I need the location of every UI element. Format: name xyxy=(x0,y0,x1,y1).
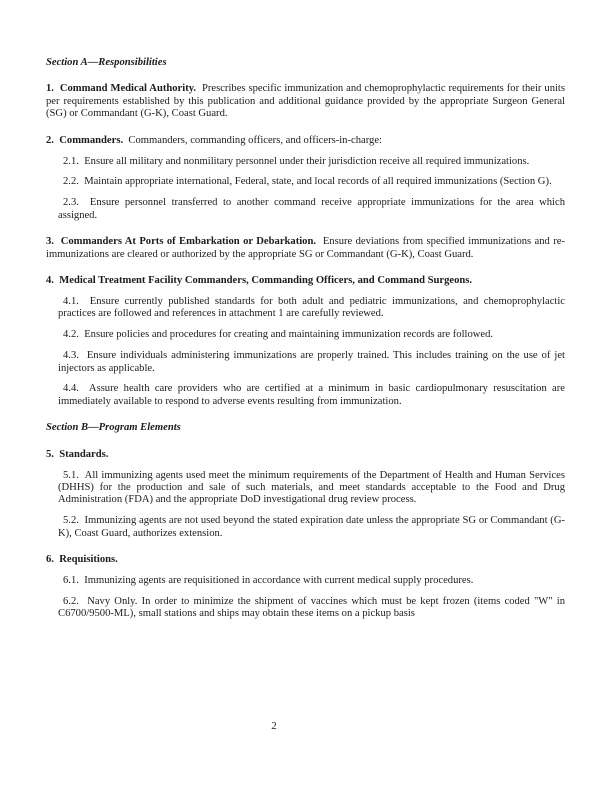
sub-item-4-4: 4.4. Assure health care providers who are certified at a minimum in basic cardiopulmonary resuscitation are immediately available to respond to adverse events resulting from immunization. xyxy=(58,383,565,407)
sub-item-2-2: 2.2. Maintain appropriate international, Federal, state, and local records of all required immunizations (Section G). xyxy=(63,176,552,188)
item-1-command-medical-authority xyxy=(46,83,565,120)
item-4-mtf-commanders xyxy=(46,275,565,287)
item-2-commanders xyxy=(46,135,565,147)
item-3-text: Ensure deviations from specified immunizations and re-immunizations are cleared or authorized by the appropriate SG or Commandant (G-K), Coast Guard. xyxy=(46,236,565,260)
item-3-ports-of-embarkation xyxy=(46,236,565,261)
item-2-text: Commanders, commanding officers, and officers-in-charge: xyxy=(123,134,382,146)
sub-item-4-2: 4.2. Ensure policies and procedures for creating and maintaining immunization records are followed. xyxy=(63,329,494,341)
sub-item-4-3: 4.3. Ensure individuals administering immunizations are properly trained. This includes training on the use of jet injectors as applicable. xyxy=(58,350,565,374)
item-1-text: Prescribes specific immunization and chemoprophylactic requirements for their units per requirements established by this publication and additional guidance provided by the appropriate Surgeon General (SG) or Commandant (G-K), Coast Guard. xyxy=(46,83,566,120)
page-content xyxy=(46,57,565,621)
item-3-lead: 3. Commanders At Ports of Embarkation or Debarkation. xyxy=(46,236,317,248)
sub-item-4-1: 4.1. Ensure currently published standards for both adult and pediatric immunizations, and chemoprophylactic practices are followed and references in attachment 1 are carefully reviewed. xyxy=(58,295,565,320)
sub-item-6-1: 6.1. Immunizing agents are requisitioned in accordance with current medical supply procedures. xyxy=(63,574,474,586)
sub-item-2-1: 2.1. Ensure all military and nonmilitary personnel under their jurisdiction receive all required immunizations. xyxy=(63,155,530,167)
item-6-lead: 6. Requisitions. xyxy=(46,554,118,566)
sub-item-6-2: 6.2. Navy Only. In order to minimize the shipment of vaccines which must be kept frozen (items coded "W" in C6700/9500-ML), small stations and ships may obtain these items on a pickup basis xyxy=(58,595,565,620)
item-6-requisitions xyxy=(46,554,565,566)
sub-item-2-3: 2.3. Ensure personnel transferred to another command receive appropriate immunizations for the area which assigned. xyxy=(58,197,565,221)
item-2-lead: 2. Commanders. xyxy=(46,134,124,146)
sub-item-5-1: 5.1. All immunizing agents used meet the minimum requirements of the Department of Health and Human Services (DHHS) for the production and sale of such materials, and meet standards acceptable to the Food and Drug Administration (FDA) and the appropriate DoD investigational drug review process. xyxy=(58,469,565,506)
item-4-lead: 4. Medical Treatment Facility Commanders, Commanding Officers, and Command Surgeons. xyxy=(46,274,473,286)
item-1-lead: 1. Command Medical Authority. xyxy=(46,83,197,95)
item-5-standards xyxy=(46,449,565,461)
item-5-lead: 5. Standards. xyxy=(46,448,109,460)
page-number: 2 xyxy=(271,720,277,732)
sub-item-5-2: 5.2. Immunizing agents are not used beyond the stated expiration date unless the appropriate SG or Commandant (G-K), Coast Guard, authorizes extension. xyxy=(58,515,565,539)
section-b-heading: Section B—Program Elements xyxy=(46,422,181,434)
section-a-heading: Section A—Responsibilities xyxy=(46,57,167,68)
